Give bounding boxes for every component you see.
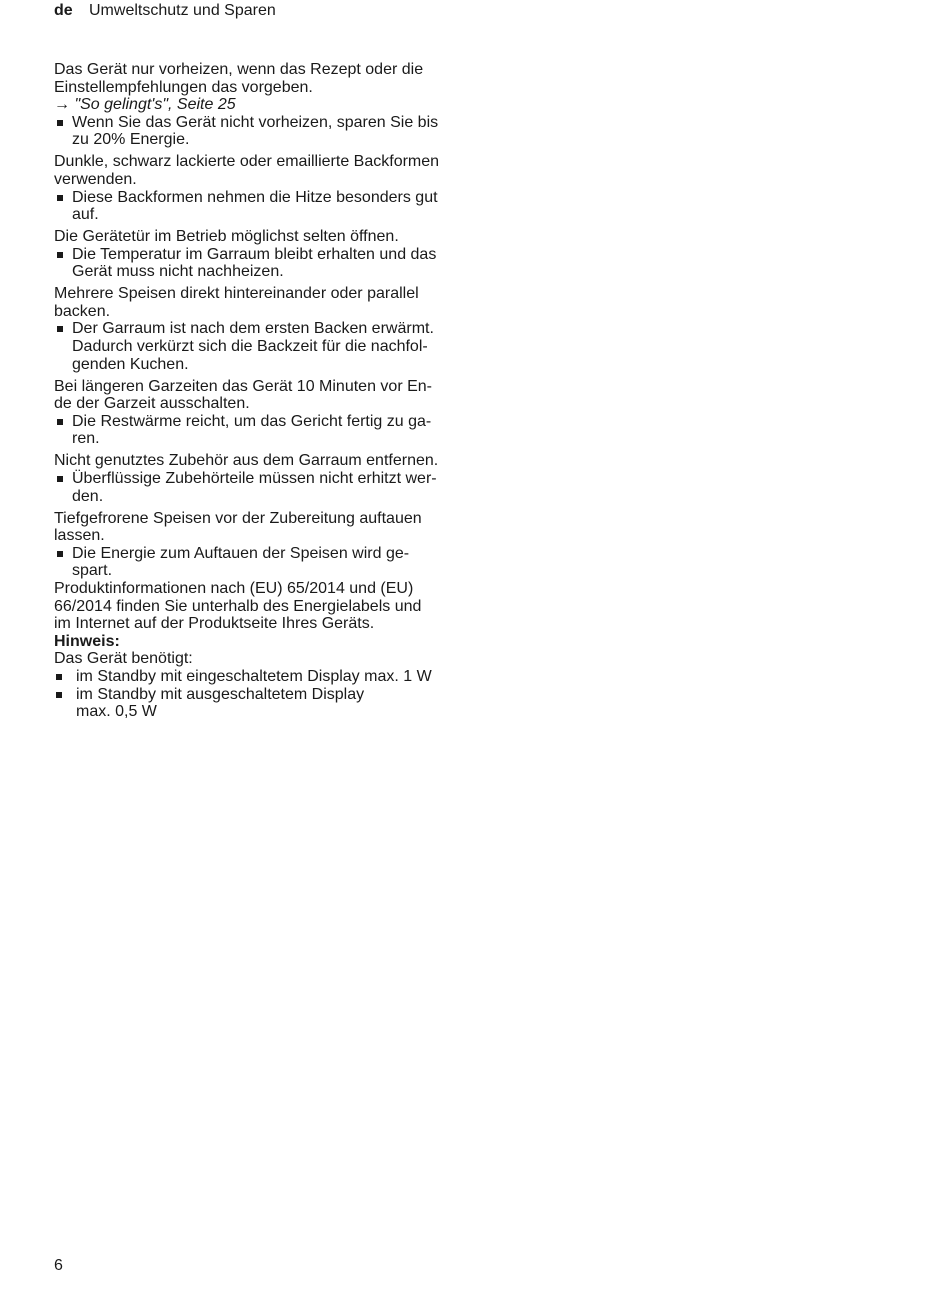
- instruction: Tiefgefrorene Speisen vor der Zubereitung auftauen lassen.: [54, 509, 422, 545]
- cross-reference-link[interactable]: [54, 96, 459, 114]
- result-item: Der Garraum ist nach dem ersten Backen erwärmt. Dadurch verkürzt sich die Backzeit für die nachfol- genden Kuchen.: [72, 320, 459, 373]
- result-list: [54, 545, 459, 580]
- instruction: Das Gerät nur vorheizen, wenn das Rezept oder die Einstellempfehlungen das vorgeben.: [54, 61, 424, 96]
- instruction: Nicht genutztes Zubehör aus dem Garraum entfernen.: [54, 452, 439, 470]
- result-item: Diese Backformen nehmen die Hitze besonders gut auf.: [72, 189, 459, 224]
- instruction: Mehrere Speisen direkt hintereinander oder parallel backen.: [54, 285, 419, 320]
- result-list: [54, 320, 459, 373]
- result-item: Die Restwärme reicht, um das Gericht fertig zu ga- ren.: [72, 413, 459, 448]
- product-info-text: Produktinformationen nach (EU) 65/2014 und (EU) 66/2014 finden Sie unterhalb des Energielabels und im Internet auf der Produktseite Ihres Geräts.: [54, 579, 422, 633]
- instruction: Bei längeren Garzeiten das Gerät 10 Minuten vor En- de der Garzeit ausschalten.: [54, 377, 432, 413]
- tip-bake-consecutively: [54, 285, 459, 373]
- result-item: Die Temperatur im Garraum bleibt erhalten und das Gerät muss nicht nachheizen.: [72, 246, 459, 281]
- tip-keep-door-closed: [54, 228, 459, 281]
- note-list: [54, 668, 459, 721]
- result-list: [54, 470, 459, 505]
- result-list: [54, 413, 459, 448]
- page-header: [54, 2, 276, 20]
- note-box: [54, 633, 459, 721]
- instruction: Dunkle, schwarz lackierte oder emaillierte Backformen verwenden.: [54, 153, 440, 188]
- note-item: im Standby mit ausgeschaltetem Display max. 0,5 W: [76, 686, 459, 721]
- note-intro: Das Gerät benötigt:: [54, 650, 193, 668]
- tip-dark-baking-tins: [54, 153, 459, 223]
- result-item: Wenn Sie das Gerät nicht vorheizen, sparen Sie bis zu 20% Energie.: [72, 114, 459, 149]
- result-list: [54, 189, 459, 224]
- cross-reference-text[interactable]: "So gelingt's", Seite 25: [74, 96, 236, 114]
- note-item: im Standby mit eingeschaltetem Display max. 1 W: [76, 668, 459, 686]
- note-title: Hinweis:: [54, 632, 120, 650]
- arrow-right-icon: →: [54, 96, 70, 114]
- result-item: Überflüssige Zubehörteile müssen nicht erhitzt wer- den.: [72, 470, 459, 505]
- tip-switch-off-early: [54, 378, 459, 448]
- product-information: [54, 580, 459, 633]
- tip-defrost: [54, 510, 459, 580]
- result-list: [54, 246, 459, 281]
- page-number: 6: [54, 1257, 63, 1274]
- result-list: [54, 114, 459, 149]
- tip-preheat: [54, 61, 459, 149]
- tip-remove-accessories: [54, 452, 459, 505]
- result-item: Die Energie zum Auftauen der Speisen wird ge- spart.: [72, 545, 459, 580]
- language-code: de: [54, 2, 73, 19]
- section-title: Umweltschutz und Sparen: [89, 2, 276, 19]
- page-content: [54, 61, 459, 725]
- instruction: Die Gerätetür im Betrieb möglichst selten öffnen.: [54, 228, 399, 246]
